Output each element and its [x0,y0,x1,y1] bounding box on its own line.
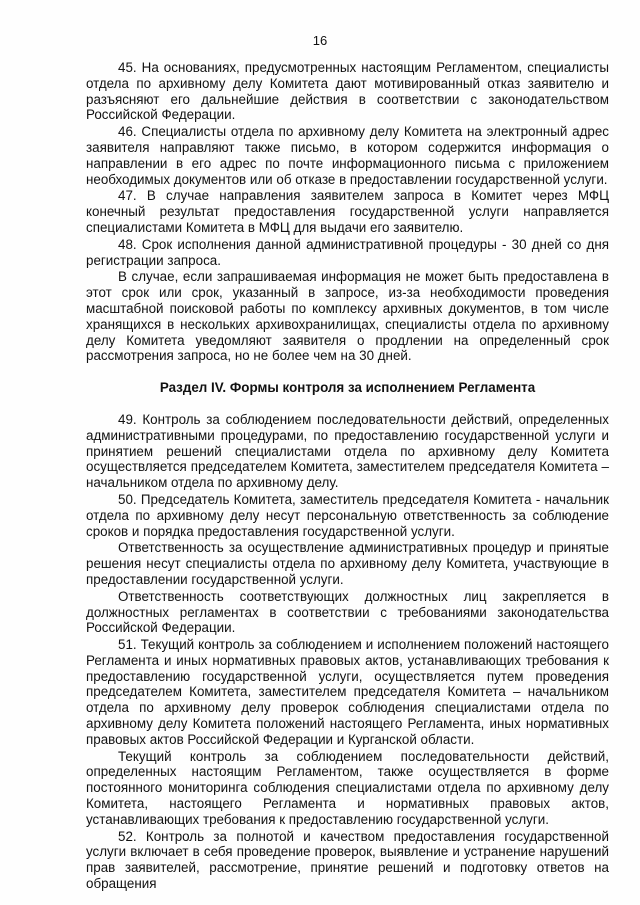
paragraph-51: 51. Текущий контроль за соблюдением и исполнением положений настоящего Регламента и иных нормативных правовых актов, устанавливающих требования к предоставлению государственной услуги, осуществляется путем проведения председателем Комитета, заместителем председателя Комитета – начальником отдела по архивному делу проверок соблюдения специалистами отдела по архивному делу Комитета положений настоящего Регламента, иных нормативных правовых актов Российской Федерации и Курганской области. [86,637,609,747]
paragraph-46: 46. Специалисты отдела по архивному делу Комитета на электронный адрес заявителя направляют также письмо, в котором содержится информация о направлении в его адрес по почте информационного письма с приложением необходимых документов или об отказе в предоставлении государственной услуги. [86,124,609,187]
paragraph-50-officials: Ответственность соответствующих должностных лиц закрепляется в должностных регламентах в соответствии с требованиями законодательства Российской Федерации. [86,588,609,636]
paragraph-52: 52. Контроль за полнотой и качеством предоставления государственной услуги включает в себя проведение проверок, выявление и устранение нарушений прав заявителей, рассмотрение, принятие решений и подготовку ответов на обращения [86,828,609,892]
paragraph-50-responsibility: Ответственность за осуществление административных процедур и принятые решения несут специалисты отдела по архивному делу Комитета, участвующие в предоставлении государственной услуги. [86,540,609,587]
paragraph-50: 50. Председатель Комитета, заместитель председателя Комитета - начальник отдела по архивному делу несут персональную ответственность за соблюдение сроков и порядка предоставления государственной услуги. [86,491,609,539]
paragraph-48: 48. Срок исполнения данной административной процедуры - 30 дней со дня регистрации запроса. [86,236,609,268]
paragraph-45: 45. На основаниях, предусмотренных настоящим Регламентом, специалисты отдела по архивному делу Комитета дают мотивированный отказ заявителю и разъясняют его дальнейшие действия в соответствии с законодательством Российской Федерации. [86,60,609,123]
page-number: 16 [312,33,328,48]
section-heading: Раздел IV. Формы контроля за исполнением Регламента [159,380,536,396]
paragraph-51-monitoring: Текущий контроль за соблюдением последовательности действий, определенных настоящим Регламентом, также осуществляется в форме постоянного мониторинга соблюдения специалистами отдела по архивному делу Комитета, настоящего Регламента и нормативных правовых актов, устанавливающих требования к предоставлению государственной услуги. [86,748,609,827]
paragraph-49: 49. Контроль за соблюдением последовательности действий, определенных административными процедурами, по предоставлению государственной услуги и принятием решений специалистами отдела по архивному делу Комитета осуществляется председателем Комитета, заместителем председателя Комитета – начальником отдела по архивному делу. [86,411,609,491]
document-body [86,60,609,893]
paragraph-48-extension: В случае, если запрашиваемая информация не может быть предоставлена в этот срок или срок, указанный в запросе, из-за необходимости проведения масштабной поисковой работы по комплексу архивных документов, в том числе хранящихся в нескольких архивохранилищах, специалисты отдела по архивному делу Комитета уведомляют заявителя о продлении на определенный срок рассмотрения запроса, но не более чем на 30 дней. [86,269,609,364]
paragraph-47: 47. В случае направления заявителем запроса в Комитет через МФЦ конечный результат предоставления государственной услуги направляется специалистами Комитета в МФЦ для выдачи его заявителю. [86,188,609,235]
